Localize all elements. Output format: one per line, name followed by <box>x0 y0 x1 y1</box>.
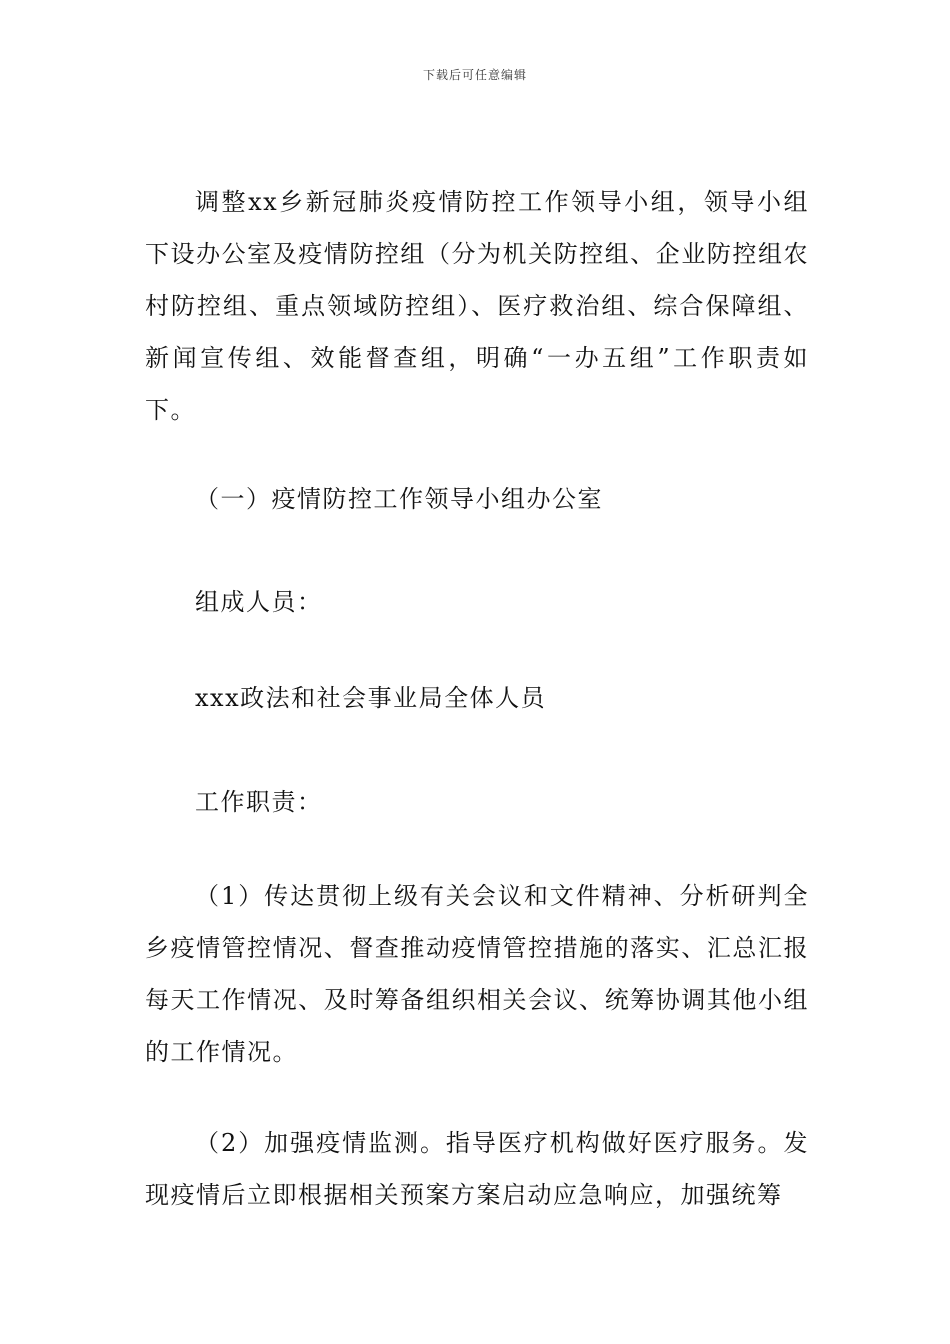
members-label: 组成人员： <box>195 588 323 616</box>
duty-item-1: （1）传达贯彻上级有关会议和文件精神、分析研判全乡疫情管控情况、督查推动疫情管控措施的落实、汇总汇报每天工作情况、及时筹备组织相关会议、统筹协调其他小组的工作情况。 <box>145 882 809 1066</box>
duty-item-2: （2）加强疫情监测。指导医疗机构做好医疗服务。发现疫情后立即根据相关预案方案启动应急响应，加强统筹 <box>145 1129 809 1209</box>
duties-label: 工作职责： <box>195 788 323 816</box>
intro-paragraph: 调整xx乡新冠肺炎疫情防控工作领导小组，领导小组下设办公室及疫情防控组（分为机关防控组、企业防控组农村防控组、重点领域防控组）、医疗救治组、综合保障组、新闻宣传组、效能督查组，明确“一办五组”工作职责如下。 <box>145 188 809 424</box>
members-value: xxx政法和社会事业局全体人员 <box>195 684 547 712</box>
download-note: 下载后可任意编辑 <box>422 68 527 82</box>
section-heading: （一）疫情防控工作领导小组办公室 <box>195 485 603 513</box>
